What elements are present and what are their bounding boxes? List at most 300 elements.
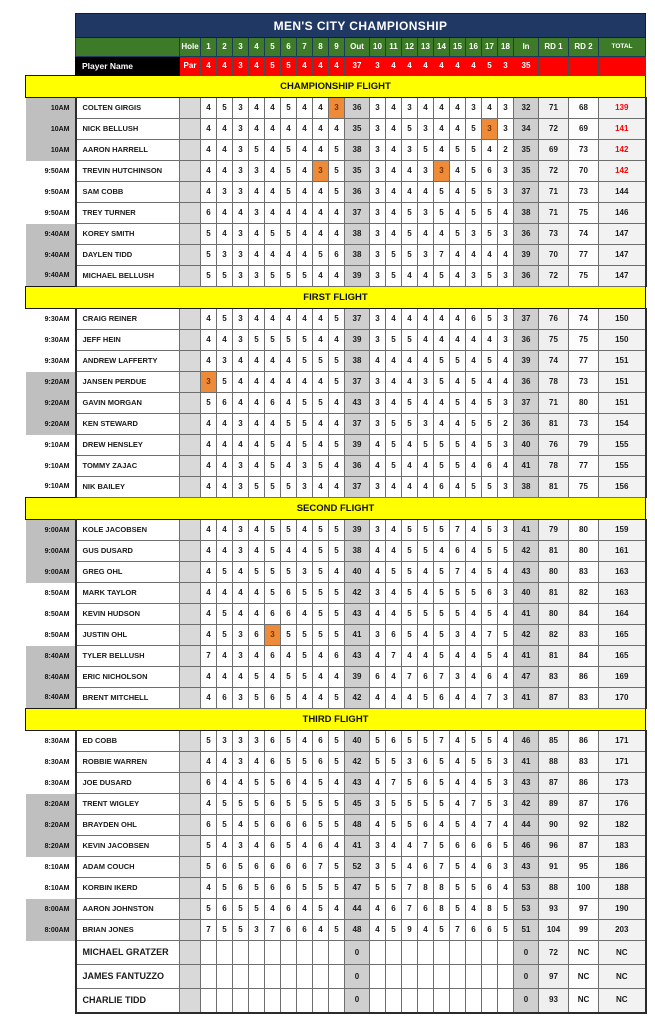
par-blank — [569, 57, 599, 76]
total-score: 182 — [599, 815, 646, 836]
tee-time: 9:00AM — [26, 562, 76, 583]
out-score: 38 — [345, 140, 370, 161]
hole-score: 3 — [370, 372, 386, 393]
hole-score: 4 — [418, 920, 434, 941]
flight-header: THIRD FLIGHT — [26, 709, 646, 731]
hole-score: 4 — [281, 119, 297, 140]
table-row — [26, 794, 646, 815]
table-row — [26, 98, 646, 119]
table-row — [26, 498, 646, 520]
hole-score: 5 — [386, 920, 402, 941]
tee-time: 10AM — [26, 119, 76, 140]
hole-score: 3 — [217, 182, 233, 203]
rd2-score: 87 — [569, 836, 599, 857]
hole-score: 4 — [418, 646, 434, 667]
hole-score: 5 — [265, 435, 281, 456]
hole-number-header: 18 — [498, 38, 514, 57]
hole-score: 5 — [434, 583, 450, 604]
hole-score: 4 — [386, 98, 402, 119]
hole-score: 4 — [402, 477, 418, 498]
hole-score: 3 — [498, 688, 514, 709]
hole-score: 4 — [466, 456, 482, 477]
hole-score: 5 — [434, 646, 450, 667]
total-score: 155 — [599, 435, 646, 456]
hole-score: 4 — [386, 604, 402, 625]
hole-score: 4 — [313, 372, 329, 393]
hole-score: 6 — [217, 899, 233, 920]
table-row — [26, 836, 646, 857]
score-table-body — [26, 14, 646, 1013]
rd1-score: 88 — [539, 878, 569, 899]
hole-score: 4 — [265, 414, 281, 435]
hole-score: 9 — [402, 920, 418, 941]
hole-score: 4 — [386, 477, 402, 498]
hole-score: 4 — [297, 245, 313, 266]
rd2-score: 80 — [569, 393, 599, 414]
hole-score — [329, 965, 345, 989]
hole-score: 5 — [482, 309, 498, 330]
hole-score: 6 — [450, 836, 466, 857]
hole-score: 4 — [249, 98, 265, 119]
player-name: AARON JOHNSTON — [76, 899, 180, 920]
rd1-score: 93 — [539, 989, 569, 1013]
hole-score: 5 — [297, 794, 313, 815]
hole-label-spacer — [180, 989, 201, 1013]
hole-score: 6 — [265, 878, 281, 899]
rd2-score: 80 — [569, 541, 599, 562]
hole-score: 6 — [329, 245, 345, 266]
rd2-score: 73 — [569, 372, 599, 393]
hole-score: 4 — [466, 899, 482, 920]
hole-score: 7 — [434, 731, 450, 752]
hole-score: 5 — [482, 266, 498, 287]
hole-score — [217, 941, 233, 965]
hole-score: 4 — [370, 688, 386, 709]
hole-score: 4 — [313, 477, 329, 498]
hole-score: 4 — [329, 266, 345, 287]
hole-score: 5 — [265, 541, 281, 562]
hole-score: 3 — [370, 520, 386, 541]
hole-score: 5 — [482, 646, 498, 667]
hole-score: 5 — [297, 667, 313, 688]
hole-score: 3 — [233, 731, 249, 752]
rd2-score: 75 — [569, 477, 599, 498]
hole-score: 5 — [450, 351, 466, 372]
par-out-total: 37 — [345, 57, 370, 76]
hole-score: 5 — [313, 625, 329, 646]
hole-score: 5 — [450, 815, 466, 836]
in-score: 32 — [514, 98, 539, 119]
hole-score: 5 — [201, 899, 217, 920]
hole-score: 4 — [201, 140, 217, 161]
table-row — [26, 989, 646, 1013]
rd1-score: 90 — [539, 815, 569, 836]
total-score: 147 — [599, 245, 646, 266]
table-row — [26, 541, 646, 562]
rd2-score: 86 — [569, 731, 599, 752]
hole-score: 3 — [450, 625, 466, 646]
hole-score — [201, 989, 217, 1013]
hole-score: 5 — [313, 773, 329, 794]
hole-score: 5 — [297, 583, 313, 604]
hole-score: 5 — [329, 604, 345, 625]
hole-label-spacer — [180, 646, 201, 667]
hole-score: 3 — [498, 477, 514, 498]
hole-score: 4 — [217, 583, 233, 604]
hole-score: 5 — [265, 456, 281, 477]
hole-score: 5 — [402, 224, 418, 245]
hole-label-spacer — [180, 688, 201, 709]
hole-score: 3 — [498, 520, 514, 541]
hole-score: 4 — [313, 688, 329, 709]
tee-spacer — [26, 941, 76, 965]
hole-score: 6 — [281, 920, 297, 941]
par-value: 4 — [450, 57, 466, 76]
rd1-score: 97 — [539, 965, 569, 989]
hole-score: 5 — [466, 372, 482, 393]
hole-score: 3 — [402, 140, 418, 161]
hole-score: 5 — [201, 245, 217, 266]
table-row — [26, 456, 646, 477]
hole-score: 4 — [482, 98, 498, 119]
hole-score: 3 — [370, 245, 386, 266]
hole-score: 3 — [201, 372, 217, 393]
rd2-score: 86 — [569, 667, 599, 688]
hole-score: 4 — [402, 161, 418, 182]
hole-score: 7 — [201, 646, 217, 667]
hole-score: 4 — [201, 794, 217, 815]
hole-score: 4 — [450, 203, 466, 224]
tee-time: 8:30AM — [44, 779, 70, 787]
hole-score: 6 — [265, 857, 281, 878]
tee-time: 9:10AM — [44, 441, 70, 449]
hole-score: 8 — [434, 878, 450, 899]
hole-score: 4 — [329, 330, 345, 351]
hole-score: 4 — [249, 836, 265, 857]
hole-score: 4 — [249, 520, 265, 541]
hole-score: 5 — [329, 435, 345, 456]
tee-time: 9:20AM — [26, 372, 76, 393]
hole-score: 4 — [329, 456, 345, 477]
hole-score: 4 — [466, 562, 482, 583]
hole-score: 4 — [233, 815, 249, 836]
hole-score: 4 — [498, 245, 514, 266]
hole-score: 5 — [233, 794, 249, 815]
hole-score: 5 — [450, 140, 466, 161]
hole-score — [402, 965, 418, 989]
hole-score: 4 — [249, 646, 265, 667]
hole-score: 3 — [370, 583, 386, 604]
rd1-score: 104 — [539, 920, 569, 941]
hole-label-spacer — [180, 351, 201, 372]
hole-score: 5 — [434, 266, 450, 287]
hole-score: 4 — [233, 667, 249, 688]
hole-score: 3 — [233, 182, 249, 203]
hole-score: 4 — [370, 920, 386, 941]
player-name: KOLE JACOBSEN — [76, 520, 180, 541]
rd2-score: 82 — [569, 583, 599, 604]
hole-number-header: 13 — [418, 38, 434, 57]
hole-score: 3 — [249, 203, 265, 224]
tee-time: 10AM — [26, 98, 76, 119]
in-score: 41 — [514, 604, 539, 625]
hole-score: 4 — [249, 351, 265, 372]
tee-time: 9:30AM — [44, 357, 70, 365]
hole-score: 6 — [466, 309, 482, 330]
hole-score: 5 — [217, 794, 233, 815]
hole-score: 5 — [217, 815, 233, 836]
hole-score: 5 — [313, 520, 329, 541]
rd1-score: 88 — [539, 752, 569, 773]
hole-score: 3 — [370, 161, 386, 182]
table-row — [26, 857, 646, 878]
hole-score: 4 — [329, 477, 345, 498]
hole-score: 5 — [434, 625, 450, 646]
rd2-score: NC — [569, 941, 599, 965]
hole-label-spacer — [180, 456, 201, 477]
player-name: JEFF HEIN — [76, 330, 180, 351]
hole-score: 5 — [434, 773, 450, 794]
hole-score: 4 — [466, 773, 482, 794]
hole-score: 5 — [482, 351, 498, 372]
hole-score: 3 — [249, 920, 265, 941]
hole-score: 6 — [265, 836, 281, 857]
hole-score: 5 — [466, 414, 482, 435]
hole-score: 3 — [498, 393, 514, 414]
tee-time: 8:10AM — [44, 884, 70, 892]
hole-score: 4 — [418, 456, 434, 477]
hole-score: 4 — [217, 330, 233, 351]
total-score: 161 — [599, 541, 646, 562]
hole-score: 5 — [450, 224, 466, 245]
hole-score: 4 — [466, 435, 482, 456]
hole-score: 5 — [313, 541, 329, 562]
hole-score: 4 — [297, 520, 313, 541]
total-score: 144 — [599, 182, 646, 203]
hole-score: 4 — [201, 330, 217, 351]
hole-score: 4 — [386, 836, 402, 857]
par-value: 4 — [297, 57, 313, 76]
hole-score: 3 — [297, 456, 313, 477]
hole-score: 4 — [297, 372, 313, 393]
hole-score: 4 — [201, 456, 217, 477]
rd2-score: 84 — [569, 646, 599, 667]
hole-score: 4 — [217, 414, 233, 435]
hole-score: 3 — [233, 520, 249, 541]
hole-label-spacer — [180, 920, 201, 941]
hole-score: 4 — [313, 119, 329, 140]
hole-score: 6 — [482, 878, 498, 899]
hole-score: 4 — [281, 203, 297, 224]
total-score: 163 — [599, 583, 646, 604]
hole-score: 4 — [370, 773, 386, 794]
hole-score: 5 — [329, 794, 345, 815]
in-score: 37 — [514, 393, 539, 414]
table-row — [26, 140, 646, 161]
hole-score: 3 — [370, 119, 386, 140]
table-row — [26, 57, 646, 76]
hole-score: 4 — [402, 182, 418, 203]
out-score: 0 — [345, 941, 370, 965]
hole-score: 4 — [313, 920, 329, 941]
hole-score: 4 — [201, 98, 217, 119]
hole-score: 4 — [217, 119, 233, 140]
hole-score: 3 — [233, 625, 249, 646]
hole-score: 4 — [434, 309, 450, 330]
hole-score: 3 — [233, 140, 249, 161]
hole-score: 4 — [434, 98, 450, 119]
hole-label-spacer — [180, 119, 201, 140]
hole-score: 5 — [466, 731, 482, 752]
hole-score: 5 — [297, 393, 313, 414]
hole-score: 4 — [313, 667, 329, 688]
hole-score: 4 — [265, 161, 281, 182]
hole-score: 5 — [217, 562, 233, 583]
player-name: MICHAEL GRATZER — [76, 941, 180, 965]
rd1-score: 81 — [539, 414, 569, 435]
hole-score: 4 — [329, 414, 345, 435]
hole-column-header: Hole — [180, 38, 201, 57]
par-value: 4 — [217, 57, 233, 76]
hole-score: 4 — [281, 393, 297, 414]
hole-score: 4 — [402, 456, 418, 477]
hole-score — [450, 965, 466, 989]
hole-score: 4 — [482, 140, 498, 161]
hole-score: 6 — [297, 920, 313, 941]
table-row — [26, 224, 646, 245]
hole-number-header: 5 — [265, 38, 281, 57]
hole-score: 3 — [370, 836, 386, 857]
hole-score: 6 — [297, 857, 313, 878]
hole-number-header: 10 — [370, 38, 386, 57]
hole-score — [434, 941, 450, 965]
hole-score: 6 — [265, 604, 281, 625]
hole-score: 5 — [402, 203, 418, 224]
hole-score: 5 — [329, 815, 345, 836]
hole-score: 3 — [370, 309, 386, 330]
hole-score: 4 — [201, 583, 217, 604]
score-table — [25, 13, 647, 1014]
hole-score — [217, 965, 233, 989]
hole-score — [201, 941, 217, 965]
hole-score: 4 — [418, 583, 434, 604]
table-row — [26, 667, 646, 688]
rd1-score: 83 — [539, 667, 569, 688]
rd1-score: 87 — [539, 688, 569, 709]
hole-score: 4 — [386, 393, 402, 414]
hole-score: 4 — [265, 245, 281, 266]
hole-score: 5 — [313, 351, 329, 372]
rd1-score: 81 — [539, 646, 569, 667]
hole-score: 7 — [482, 815, 498, 836]
hole-score: 6 — [434, 688, 450, 709]
hole-score: 5 — [329, 182, 345, 203]
hole-score: 5 — [482, 731, 498, 752]
hole-score: 5 — [265, 562, 281, 583]
hole-score: 3 — [233, 119, 249, 140]
hole-score — [329, 941, 345, 965]
hole-number-header: 15 — [450, 38, 466, 57]
hole-score: 4 — [466, 330, 482, 351]
total-score: 165 — [599, 646, 646, 667]
hole-score: 4 — [249, 224, 265, 245]
hole-score: 4 — [201, 752, 217, 773]
rd2-score: NC — [569, 965, 599, 989]
hole-score: 5 — [386, 794, 402, 815]
hole-score: 4 — [297, 688, 313, 709]
hole-score: 4 — [434, 815, 450, 836]
hole-score: 3 — [370, 330, 386, 351]
player-name: JANSEN PERDUE — [76, 372, 180, 393]
rd1-score: 93 — [539, 899, 569, 920]
hole-score: 6 — [313, 731, 329, 752]
hole-score: 5 — [434, 604, 450, 625]
rd2-score: 87 — [569, 794, 599, 815]
hole-score: 4 — [402, 266, 418, 287]
hole-score: 4 — [313, 98, 329, 119]
hole-score: 4 — [450, 182, 466, 203]
table-row — [26, 38, 646, 57]
hole-score: 5 — [233, 899, 249, 920]
out-score: 39 — [345, 520, 370, 541]
hole-score: 5 — [281, 562, 297, 583]
total-score: NC — [599, 989, 646, 1013]
flight-header: SECOND FLIGHT — [26, 498, 646, 520]
hole-score: 4 — [370, 562, 386, 583]
hole-score: 5 — [370, 878, 386, 899]
tee-time: 8:20AM — [26, 794, 76, 815]
hole-score: 4 — [370, 646, 386, 667]
hole-score: 5 — [217, 309, 233, 330]
hole-score: 3 — [370, 794, 386, 815]
hole-score: 4 — [329, 224, 345, 245]
par-value: 4 — [418, 57, 434, 76]
player-name: BRIAN JONES — [76, 920, 180, 941]
hole-score: 5 — [482, 752, 498, 773]
hole-score: 4 — [386, 372, 402, 393]
hole-score: 4 — [434, 414, 450, 435]
hole-label-spacer — [180, 520, 201, 541]
hole-score: 4 — [297, 119, 313, 140]
hole-label-spacer — [180, 667, 201, 688]
table-row — [26, 266, 646, 287]
hole-score: 4 — [482, 330, 498, 351]
hole-score: 4 — [217, 646, 233, 667]
out-score: 36 — [345, 456, 370, 477]
hole-score: 3 — [233, 98, 249, 119]
hole-score: 3 — [249, 161, 265, 182]
hole-score: 5 — [329, 520, 345, 541]
hole-score: 4 — [313, 224, 329, 245]
in-score: 53 — [514, 899, 539, 920]
hole-score: 5 — [466, 140, 482, 161]
rd1-score: 89 — [539, 794, 569, 815]
hole-label-spacer — [180, 182, 201, 203]
hole-score: 4 — [450, 646, 466, 667]
total-score: 139 — [599, 98, 646, 119]
hole-score: 4 — [434, 140, 450, 161]
hole-score: 6 — [329, 646, 345, 667]
player-name: TREY TURNER — [76, 203, 180, 224]
hole-score: 4 — [201, 351, 217, 372]
total-score: 151 — [599, 393, 646, 414]
rd2-score: 79 — [569, 435, 599, 456]
out-score: 35 — [345, 119, 370, 140]
hole-score: 5 — [313, 899, 329, 920]
hole-label-spacer — [180, 372, 201, 393]
rd2-score: 74 — [569, 224, 599, 245]
tee-time: 9:00AM — [26, 520, 76, 541]
